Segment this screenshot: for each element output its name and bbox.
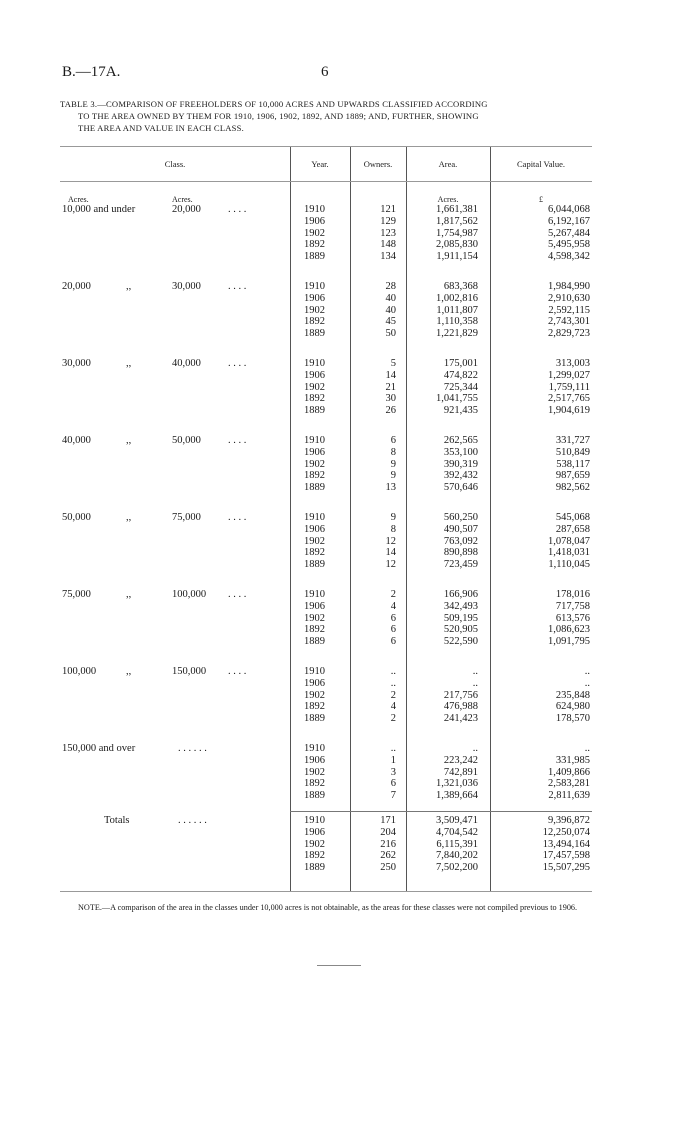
ditto-mark: ,, — [126, 281, 132, 292]
totals-area-cell: 6,115,391 — [436, 838, 478, 850]
area-cell: 683,368 — [443, 281, 478, 292]
year-cell: 1902 — [304, 766, 325, 778]
year-cell: 1892 — [304, 393, 325, 405]
owners-cell: 123 — [380, 227, 396, 239]
capital-value-cell: 178,570 — [555, 713, 590, 725]
area-cell: 1,661,381 — [436, 204, 478, 215]
ditto-mark: ,, — [126, 666, 132, 677]
owners-cell: 6 — [390, 636, 396, 648]
capital-value-cell: 235,848 — [555, 689, 590, 701]
owners-cell: 28 — [385, 281, 396, 292]
area-cell: 390,319 — [443, 458, 478, 470]
area-cell: 1,041,755 — [436, 393, 478, 405]
year-cell: 1892 — [304, 316, 325, 328]
year-cell: 1892 — [304, 239, 325, 251]
unit-pound: £ — [539, 195, 543, 204]
header-class: Class. — [164, 159, 186, 169]
capital-value-cell: 5,267,484 — [548, 227, 590, 239]
totals-owners-cell: 216 — [380, 838, 396, 850]
capital-value-cell: 2,517,765 — [548, 393, 590, 405]
totals-label: Totals — [104, 815, 130, 826]
capital-value-cell: .. — [584, 743, 590, 754]
year-cell: 1910 — [304, 358, 325, 369]
owners-cell: 45 — [385, 316, 396, 328]
freeholders-table — [60, 146, 592, 892]
area-cell: 522,590 — [443, 636, 478, 648]
leader-dots: . . . . — [228, 358, 247, 369]
area-cell: 570,646 — [443, 482, 478, 494]
year-cell: 1910 — [304, 435, 325, 446]
capital-value-cell: 2,592,115 — [548, 304, 590, 316]
class-from-label: 50,000 — [62, 512, 91, 523]
owners-cell: 6 — [390, 624, 396, 636]
totals-area-cell: 7,840,202 — [436, 850, 478, 862]
capital-value-cell: 613,576 — [555, 612, 590, 624]
leader-dots: . . . . . . — [178, 743, 207, 754]
header-rule — [60, 181, 592, 182]
ditto-mark: ,, — [126, 512, 132, 523]
year-cell: 1906 — [304, 369, 325, 381]
capital-value-cell: 331,985 — [555, 754, 590, 766]
capital-value-cell: 5,495,958 — [548, 239, 590, 251]
capital-value-cell: 1,110,045 — [548, 559, 590, 571]
area-cell: 890,898 — [443, 547, 478, 559]
totals-owners-cell: 171 — [380, 815, 396, 826]
area-cell: 217,756 — [443, 689, 478, 701]
ditto-mark: ,, — [126, 358, 132, 369]
area-cell: 490,507 — [443, 523, 478, 535]
year-cell: 1902 — [304, 458, 325, 470]
capital-value-cell: 6,192,167 — [548, 215, 590, 227]
year-cell: 1906 — [304, 215, 325, 227]
caption-line-3: THE AREA AND VALUE IN EACH CLASS. — [78, 123, 244, 133]
totals-capital-value-cell: 15,507,295 — [542, 862, 590, 874]
owners-cell: 8 — [390, 446, 396, 458]
class-to-label: 75,000 — [172, 512, 201, 523]
year-cell: 1902 — [304, 304, 325, 316]
owners-cell: .. — [390, 666, 396, 677]
capital-value-cell: 510,849 — [555, 446, 590, 458]
capital-value-cell: 4,598,342 — [548, 251, 590, 263]
area-cell: 1,110,358 — [436, 316, 478, 328]
year-cell: 1892 — [304, 778, 325, 790]
leader-dots: . . . . — [228, 512, 247, 523]
owners-cell: 2 — [390, 689, 396, 701]
header-owners: Owners. — [363, 159, 393, 169]
year-cell: 1902 — [304, 689, 325, 701]
note-label: NOTE. — [78, 903, 102, 912]
year-cell: 1889 — [304, 636, 325, 648]
class-to-label: 30,000 — [172, 281, 201, 292]
owners-cell: 2 — [390, 713, 396, 725]
totals-area-cell: 4,704,542 — [436, 826, 478, 838]
capital-value-cell: 545,068 — [555, 512, 590, 523]
leader-dots: . . . . — [228, 589, 247, 600]
year-cell: 1906 — [304, 677, 325, 689]
owners-cell: 121 — [380, 204, 396, 215]
leader-dots: . . . . — [228, 281, 247, 292]
area-cell: 1,221,829 — [436, 328, 478, 340]
owners-cell: 148 — [380, 239, 396, 251]
capital-value-cell: 2,829,723 — [548, 328, 590, 340]
class-from-label: 150,000 and over — [62, 743, 136, 754]
owners-cell: 5 — [390, 358, 396, 369]
year-cell: 1910 — [304, 743, 325, 754]
totals-area-cell: 3,509,471 — [436, 815, 478, 826]
totals-rule — [290, 811, 592, 812]
area-cell: 223,242 — [443, 754, 478, 766]
class-from-label: 20,000 — [62, 281, 91, 292]
unit-acres-to: Acres. — [172, 195, 193, 204]
year-cell: 1906 — [304, 523, 325, 535]
totals-year-cell: 1889 — [304, 862, 325, 874]
owners-cell: 26 — [385, 405, 396, 417]
capital-value-cell: 1,078,047 — [548, 535, 590, 547]
year-cell: 1906 — [304, 446, 325, 458]
owners-cell: 14 — [385, 547, 396, 559]
owners-cell: .. — [390, 743, 396, 754]
totals-owners-cell: 262 — [380, 850, 396, 862]
year-cell: 1906 — [304, 754, 325, 766]
year-cell: 1910 — [304, 666, 325, 677]
year-cell: 1910 — [304, 589, 325, 600]
totals-year-cell: 1892 — [304, 850, 325, 862]
owners-cell: 13 — [385, 482, 396, 494]
column-divider — [290, 147, 291, 891]
totals-capital-value-cell: 12,250,074 — [542, 826, 590, 838]
owners-cell: 6 — [390, 778, 396, 790]
owners-cell: 50 — [385, 328, 396, 340]
capital-value-cell: 1,091,795 — [548, 636, 590, 648]
header-area: Area. — [438, 159, 458, 169]
capital-value-cell: 178,016 — [555, 589, 590, 600]
class-from-label: 30,000 — [62, 358, 91, 369]
area-cell: 921,435 — [443, 405, 478, 417]
owners-cell: 21 — [385, 381, 396, 393]
year-cell: 1889 — [304, 559, 325, 571]
capital-value-cell: 313,003 — [555, 358, 590, 369]
owners-cell: 3 — [390, 766, 396, 778]
class-from-label: 40,000 — [62, 435, 91, 446]
table-caption — [60, 98, 594, 134]
area-cell: 392,432 — [443, 470, 478, 482]
area-cell: .. — [472, 743, 478, 754]
year-cell: 1910 — [304, 512, 325, 523]
year-cell: 1892 — [304, 470, 325, 482]
ditto-mark: ,, — [126, 435, 132, 446]
area-cell: 166,906 — [443, 589, 478, 600]
class-from-label: 10,000 and under — [62, 204, 136, 215]
document-ref: B.—17A. — [62, 64, 121, 80]
capital-value-cell: 1,418,031 — [548, 547, 590, 559]
year-cell: 1902 — [304, 381, 325, 393]
year-cell: 1902 — [304, 535, 325, 547]
area-cell: 1,911,154 — [436, 251, 478, 263]
area-cell: 725,344 — [443, 381, 478, 393]
note-text: —A comparison of the area in the classes under 10,000 acres is not obtainable, as the areas for these classes were not compiled previous to 1906. — [101, 903, 578, 912]
capital-value-cell: 6,044,068 — [548, 204, 590, 215]
area-cell: 1,389,664 — [436, 790, 478, 802]
leader-dots: . . . . — [228, 666, 247, 677]
ditto-mark: ,, — [126, 589, 132, 600]
year-cell: 1892 — [304, 624, 325, 636]
area-cell: 241,423 — [443, 713, 478, 725]
end-rule — [317, 965, 361, 966]
year-cell: 1910 — [304, 204, 325, 215]
totals-year-cell: 1906 — [304, 826, 325, 838]
area-cell: 742,891 — [443, 766, 478, 778]
year-cell: 1906 — [304, 292, 325, 304]
page-number: 6 — [321, 64, 329, 80]
totals-area-cell: 7,502,200 — [436, 862, 478, 874]
capital-value-cell: 987,659 — [555, 470, 590, 482]
owners-cell: 9 — [390, 512, 396, 523]
area-cell: 342,493 — [443, 600, 478, 612]
capital-value-cell: 1,409,866 — [548, 766, 590, 778]
year-cell: 1892 — [304, 701, 325, 713]
totals-capital-value-cell: 17,457,598 — [542, 850, 590, 862]
owners-cell: 40 — [385, 292, 396, 304]
owners-cell: 4 — [390, 600, 396, 612]
capital-value-cell: .. — [584, 666, 590, 677]
year-cell: 1892 — [304, 547, 325, 559]
owners-cell: 30 — [385, 393, 396, 405]
area-cell: 262,565 — [443, 435, 478, 446]
capital-value-cell: 287,658 — [555, 523, 590, 535]
owners-cell: 14 — [385, 369, 396, 381]
class-from-label: 75,000 — [62, 589, 91, 600]
capital-value-cell: 1,984,990 — [548, 281, 590, 292]
area-cell: 560,250 — [443, 512, 478, 523]
area-cell: .. — [472, 666, 478, 677]
header-year: Year. — [311, 159, 329, 169]
owners-cell: 9 — [390, 470, 396, 482]
year-cell: 1889 — [304, 713, 325, 725]
owners-cell: 8 — [390, 523, 396, 535]
capital-value-cell: 1,299,027 — [548, 369, 590, 381]
area-cell: 175,001 — [443, 358, 478, 369]
totals-capital-value-cell: 13,494,164 — [542, 838, 590, 850]
year-cell: 1889 — [304, 251, 325, 263]
area-cell: 520,905 — [443, 624, 478, 636]
capital-value-cell: 2,811,639 — [548, 790, 590, 802]
leader-dots: . . . . — [228, 435, 247, 446]
owners-cell: 12 — [385, 559, 396, 571]
owners-cell: .. — [390, 677, 396, 689]
area-cell: 723,459 — [443, 559, 478, 571]
area-cell: 1,011,807 — [436, 304, 478, 316]
totals-owners-cell: 204 — [380, 826, 396, 838]
area-cell: 1,321,036 — [436, 778, 478, 790]
owners-cell: 4 — [390, 701, 396, 713]
owners-cell: 134 — [380, 251, 396, 263]
capital-value-cell: 2,583,281 — [548, 778, 590, 790]
year-cell: 1902 — [304, 612, 325, 624]
year-cell: 1902 — [304, 227, 325, 239]
leader-dots: . . . . . . — [178, 815, 207, 826]
capital-value-cell: 538,117 — [556, 458, 590, 470]
area-cell: 763,092 — [443, 535, 478, 547]
capital-value-cell: 624,980 — [555, 701, 590, 713]
owners-cell: 2 — [390, 589, 396, 600]
class-to-label: 50,000 — [172, 435, 201, 446]
year-cell: 1889 — [304, 405, 325, 417]
class-to-label: 20,000 — [172, 204, 201, 215]
capital-value-cell: 1,904,619 — [548, 405, 590, 417]
owners-cell: 1 — [390, 754, 396, 766]
area-cell: 1,754,987 — [436, 227, 478, 239]
area-cell: 509,195 — [443, 612, 478, 624]
totals-capital-value-cell: 9,396,872 — [548, 815, 590, 826]
capital-value-cell: .. — [584, 677, 590, 689]
year-cell: 1889 — [304, 328, 325, 340]
area-cell: 2,085,830 — [436, 239, 478, 251]
area-cell: 474,822 — [443, 369, 478, 381]
capital-value-cell: 2,910,630 — [548, 292, 590, 304]
year-cell: 1889 — [304, 482, 325, 494]
totals-owners-cell: 250 — [380, 862, 396, 874]
owners-cell: 129 — [380, 215, 396, 227]
capital-value-cell: 1,086,623 — [548, 624, 590, 636]
owners-cell: 6 — [390, 612, 396, 624]
owners-cell: 6 — [390, 435, 396, 446]
year-cell: 1889 — [304, 790, 325, 802]
owners-cell: 7 — [390, 790, 396, 802]
owners-cell: 12 — [385, 535, 396, 547]
class-to-label: 100,000 — [172, 589, 207, 600]
totals-year-cell: 1910 — [304, 815, 325, 826]
capital-value-cell: 331,727 — [555, 435, 590, 446]
year-cell: 1906 — [304, 600, 325, 612]
table-note — [60, 902, 594, 913]
capital-value-cell: 982,562 — [555, 482, 590, 494]
totals-year-cell: 1902 — [304, 838, 325, 850]
unit-acres-area: Acres. — [437, 195, 459, 204]
class-from-label: 100,000 — [62, 666, 97, 677]
caption-line-2: TO THE AREA OWNED BY THEM FOR 1910, 1906, 1902, 1892, AND 1889; AND, FURTHER, SHOWING — [78, 111, 479, 121]
area-cell: 476,988 — [443, 701, 478, 713]
class-to-label: 150,000 — [172, 666, 207, 677]
unit-acres-from: Acres. — [68, 195, 89, 204]
area-cell: 1,817,562 — [436, 215, 478, 227]
area-cell: .. — [472, 677, 478, 689]
header-capital-value: Capital Value. — [517, 159, 565, 169]
caption-line-1: TABLE 3.—COMPARISON OF FREEHOLDERS OF 10,000 ACRES AND UPWARDS CLASSIFIED ACCORDING — [60, 99, 488, 109]
leader-dots: . . . . — [228, 204, 247, 215]
capital-value-cell: 717,758 — [555, 600, 590, 612]
year-cell: 1910 — [304, 281, 325, 292]
owners-cell: 40 — [385, 304, 396, 316]
area-cell: 1,002,816 — [436, 292, 478, 304]
capital-value-cell: 1,759,111 — [548, 381, 590, 393]
area-cell: 353,100 — [443, 446, 478, 458]
capital-value-cell: 2,743,301 — [548, 316, 590, 328]
owners-cell: 9 — [390, 458, 396, 470]
class-to-label: 40,000 — [172, 358, 201, 369]
